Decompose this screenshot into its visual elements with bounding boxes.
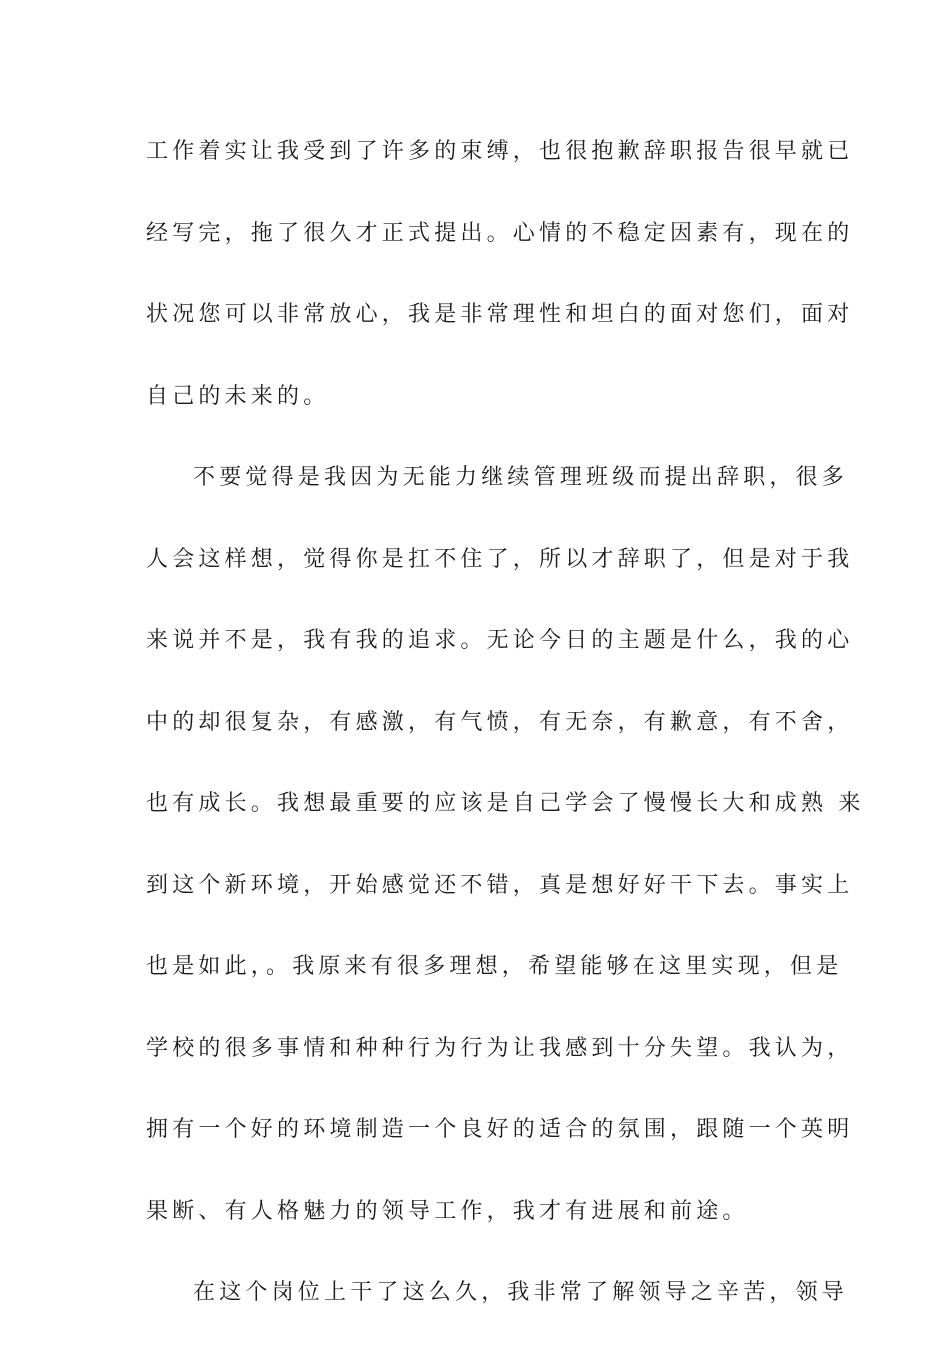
paragraph-2-line-3: 来说并不是，我有我的追求。无论今日的主题是什么，我的心 — [146, 628, 854, 653]
paragraph-2-line-10: 果断、有人格魅力的领导工作，我才有进展和前途。 — [146, 1198, 749, 1224]
paragraph-1-line-1: 工作着实让我受到了许多的束缚，也很抱歉辞职报告很早就已 — [146, 139, 854, 164]
paragraph-2-line-4: 中的却很复杂，有感激，有气愤，有无奈，有歉意，有不舍， — [146, 709, 854, 735]
paragraph-1-line-3: 状况您可以非常放心，我是非常理性和坦白的面对您们，面对 — [146, 302, 854, 327]
paragraph-2-line-5: 也有成长。我想最重要的应该是自己学会了慢慢长大和成熟 来 — [146, 791, 865, 816]
paragraph-3-line-1: 在这个岗位上干了这么久，我非常了解领导之辛苦，领导 — [193, 1280, 849, 1305]
paragraph-1-line-4: 自己的未来的。 — [146, 383, 330, 409]
paragraph-2-line-7: 也是如此，。我原来有很多理想，希望能够在这里实现，但是 — [146, 954, 843, 979]
paragraph-2-line-1: 不要觉得是我因为无能力继续管理班级而提出辞职，很多 — [193, 465, 849, 490]
paragraph-2-line-2: 人会这样想，觉得你是扛不住了，所以才辞职了，但是对于我 — [146, 546, 854, 572]
paragraph-2-line-8: 学校的很多事情和种种行为行为让我感到十分失望。我认为， — [146, 1035, 854, 1061]
paragraph-2-line-9: 拥有一个好的环境制造一个良好的适合的氛围，跟随一个英明 — [146, 1117, 854, 1142]
paragraph-1-line-2: 经写完，拖了很久才正式提出。心情的不稳定因素有，现在的 — [146, 220, 854, 246]
document-body — [146, 128, 865, 1351]
paragraph-2-line-6: 到这个新环境，开始感觉还不错，真是想好好干下去。事实上 — [146, 872, 854, 898]
